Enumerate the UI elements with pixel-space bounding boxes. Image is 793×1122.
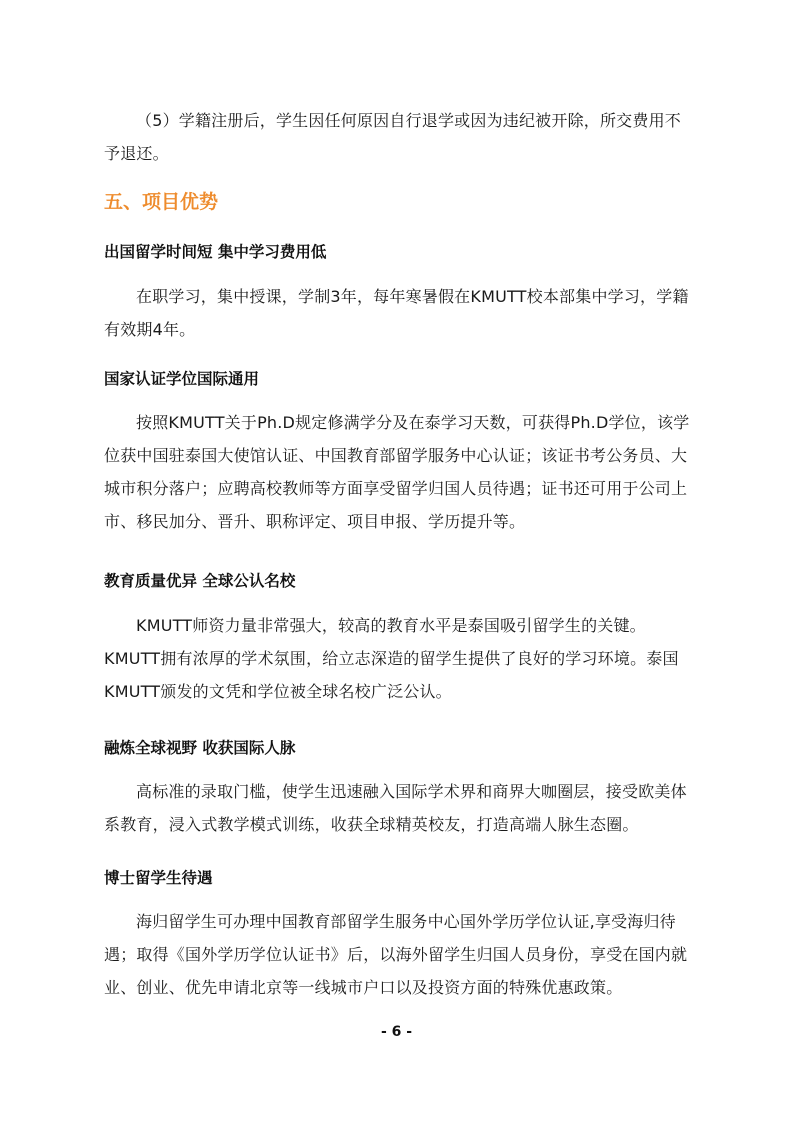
page-number: - 6 - [380, 1024, 413, 1040]
paragraph-degree-recognition: 按照KMUTT关于Ph.D规定修满学分及在泰学习天数，可获得Ph.D学位，该学位获中国驻泰国大使馆认证、中国教育部留学服务中心认证；该证书考公务员、大城市积分落户；应聘高校教师等方面享受留学归国人员待遇；证书还可用于公司上市、移民加分、晋升、职称评定、项目申报、学历提升等。 [104, 413, 690, 531]
paragraph-education-quality: KMUTT师资力量非常强大，较高的教育水平是泰国吸引留学生的关键。KMUTT拥有浓厚的学术氛围，给立志深造的留学生提供了良好的学习环境。泰国KMUTT颁发的文凭和学位被全球名校广泛公认。 [104, 616, 679, 701]
subheading-education-quality: 教育质量优异 全球公认名校 [104, 572, 296, 590]
subheading-degree-recognition: 国家认证学位国际通用 [104, 370, 260, 388]
paragraph-doctoral-benefits: 海归留学生可办理中国教育部留学生服务中心国外学历学位认证,享受海归待遇；取得《国外学历学位认证书》后，以海外留学生归国人员身份，享受在国内就业、创业、优先申请北京等一线城市户口以及投资方面的特殊优惠政策。 [104, 912, 688, 997]
subheading-study-abroad: 出国留学时间短 集中学习费用低 [104, 243, 327, 261]
paragraph-study-abroad: 在职学习，集中授课，学制3年，每年寒暑假在KMUTT校本部集中学习，学籍有效期4年。 [104, 287, 689, 339]
paragraph-global-vision: 高标准的录取门槛，使学生迅速融入国际学术界和商界大咖圈层，接受欧美体系教育，浸入式教学模式训练，收获全球精英校友，打造高端人脉生态圈。 [104, 782, 687, 834]
intro-paragraph: （5）学籍注册后，学生因任何原因自行退学或因为违纪被开除，所交费用不予退还。 [104, 111, 681, 163]
section-title: 五、项目优势 [104, 191, 219, 213]
subheading-global-vision: 融炼全球视野 收获国际人脉 [104, 739, 296, 757]
subheading-doctoral-benefits: 博士留学生待遇 [104, 869, 213, 887]
